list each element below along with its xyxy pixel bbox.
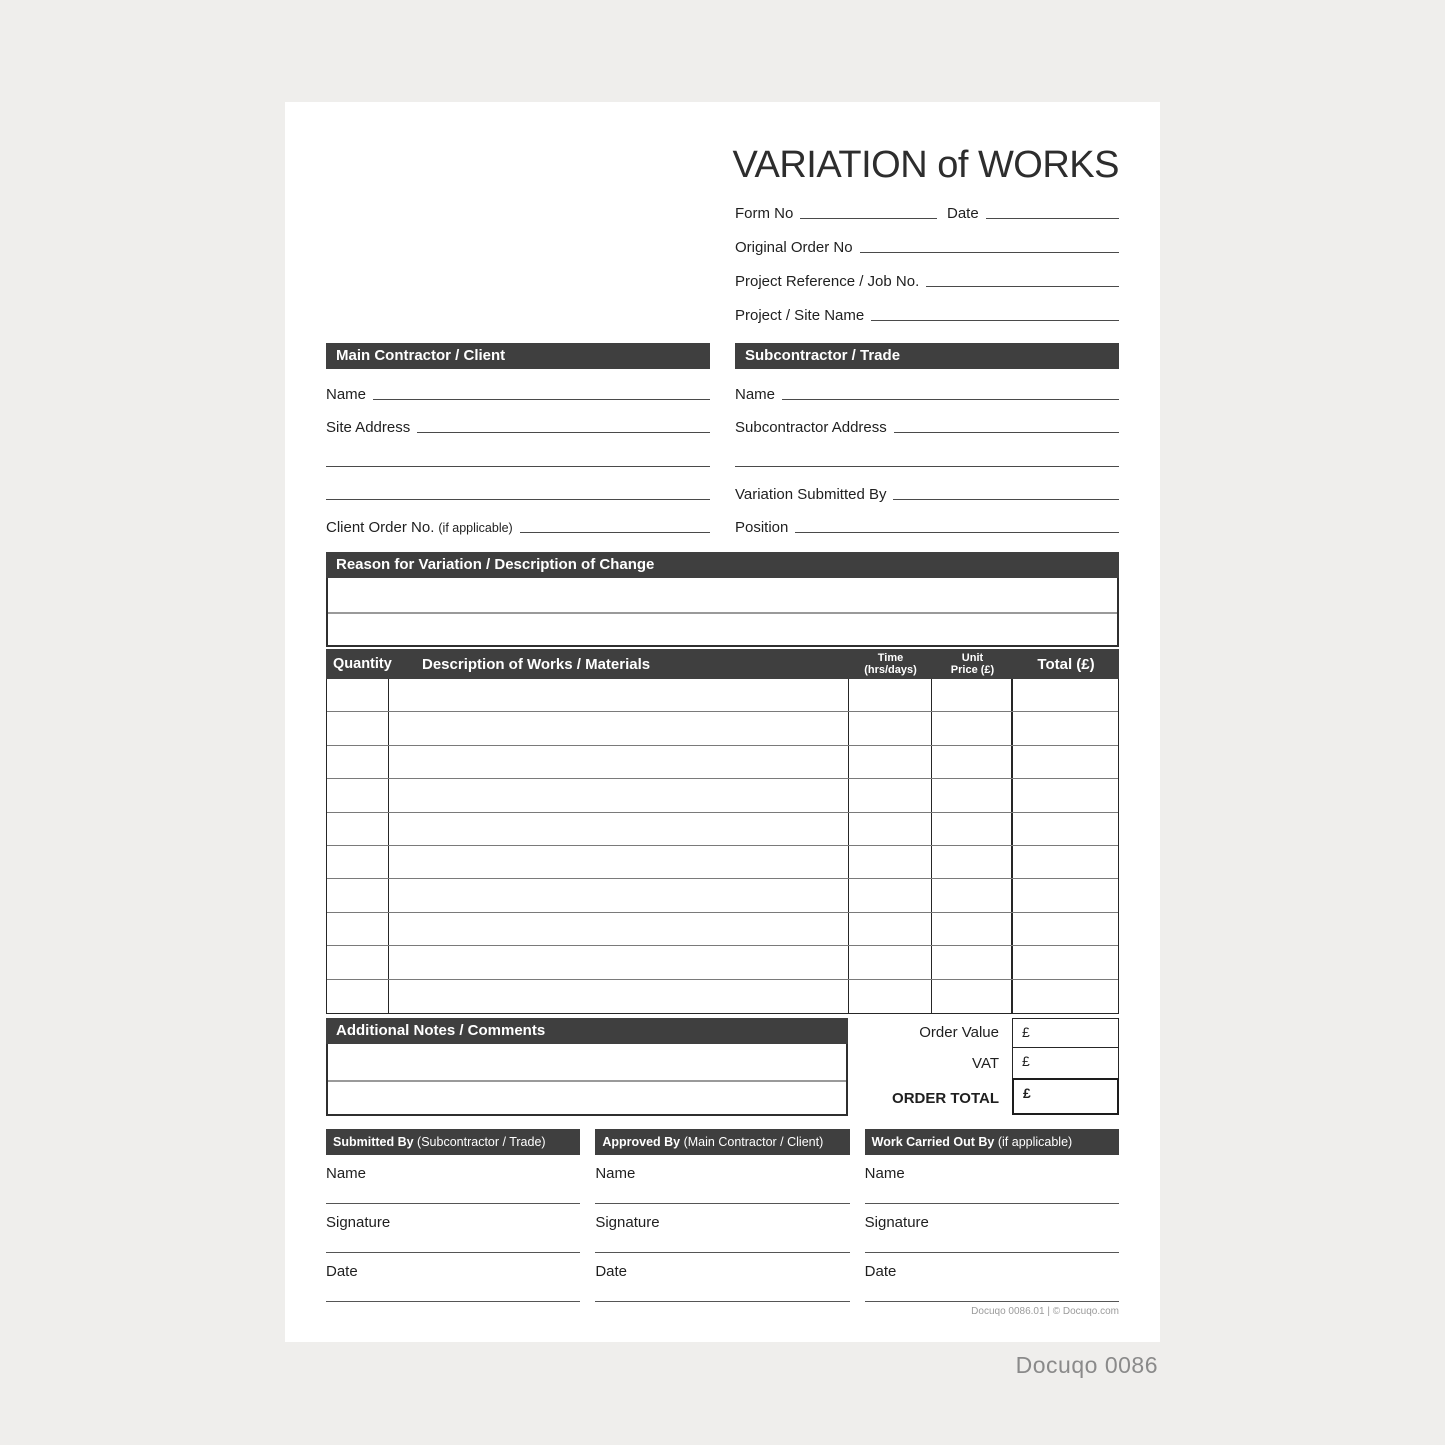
cell-quantity[interactable] — [327, 712, 389, 744]
client-order-label: Client Order No. — [326, 519, 435, 536]
submitted-date-block — [326, 1262, 580, 1302]
cell-total[interactable] — [1013, 946, 1118, 978]
reason-box — [326, 578, 1119, 647]
cell-time[interactable] — [849, 980, 932, 1013]
variation-submitted-field[interactable] — [893, 499, 1119, 500]
site-address-field-3[interactable] — [326, 499, 710, 500]
approved-by-column — [595, 1129, 849, 1302]
notes-header: Additional Notes / Comments — [326, 1018, 848, 1044]
cell-quantity[interactable] — [327, 679, 389, 711]
table-row — [327, 879, 1118, 912]
approved-name-field[interactable] — [595, 1203, 849, 1204]
approved-name-block — [595, 1164, 849, 1204]
submitted-signature-block — [326, 1213, 580, 1253]
approved-date-block — [595, 1262, 849, 1302]
totals-amounts — [1012, 1018, 1119, 1117]
table-row — [327, 712, 1118, 745]
submitted-signature-field[interactable] — [326, 1252, 580, 1253]
cell-unit-price[interactable] — [932, 846, 1013, 878]
client-order-field[interactable] — [520, 532, 710, 533]
contractor-name-label: Name — [326, 386, 367, 403]
col-header-total: Total (£) — [1037, 655, 1095, 673]
cell-description[interactable] — [389, 980, 849, 1013]
notes-box — [326, 1044, 848, 1116]
site-address-field-2[interactable] — [326, 466, 710, 467]
page-title: VARIATION of WORKS — [732, 144, 1119, 186]
col-header-unit-price: Unit Price (£) — [950, 652, 995, 676]
works-table-body — [326, 679, 1119, 1014]
cell-total[interactable] — [1013, 879, 1118, 911]
approved-date-field[interactable] — [595, 1301, 849, 1302]
cell-quantity[interactable] — [327, 946, 389, 978]
work-carried-out-column — [865, 1129, 1119, 1302]
form-no-label: Form No — [735, 205, 794, 222]
project-site-field[interactable] — [871, 320, 1119, 321]
signatures-section — [326, 1129, 1119, 1302]
cell-total[interactable] — [1013, 913, 1118, 945]
approved-by-header: Approved By (Main Contractor / Client) — [595, 1129, 849, 1155]
project-ref-row — [735, 258, 1119, 292]
project-ref-label: Project Reference / Job No. — [735, 273, 920, 290]
date-field[interactable] — [986, 218, 1119, 219]
submitted-date-field[interactable] — [326, 1301, 580, 1302]
main-contractor-section — [326, 343, 710, 538]
cell-total[interactable] — [1013, 679, 1118, 711]
cell-total[interactable] — [1013, 779, 1118, 811]
order-value-field[interactable]: £ — [1012, 1018, 1119, 1048]
submitted-name-block — [326, 1164, 580, 1204]
reason-section — [326, 552, 1119, 647]
contractor-name-field[interactable] — [373, 399, 710, 400]
cell-description[interactable] — [389, 679, 849, 711]
cell-quantity[interactable] — [327, 813, 389, 845]
carried-date-field[interactable] — [865, 1301, 1119, 1302]
date-label: Date — [947, 205, 979, 222]
client-order-note: (if applicable) — [438, 521, 513, 535]
site-address-label: Site Address — [326, 419, 411, 436]
notes-section — [326, 1018, 848, 1117]
cell-time[interactable] — [849, 712, 932, 744]
cell-total[interactable] — [1013, 746, 1118, 778]
subcontractor-name-field[interactable] — [782, 399, 1119, 400]
totals-section — [326, 1018, 1119, 1117]
work-carried-out-header: Work Carried Out By (if applicable) — [865, 1129, 1119, 1155]
subcontractor-address-label: Subcontractor Address — [735, 419, 887, 436]
cell-quantity[interactable] — [327, 779, 389, 811]
cell-time[interactable] — [849, 679, 932, 711]
cell-description[interactable] — [389, 779, 849, 811]
submitted-date-label: Date — [326, 1262, 358, 1280]
cell-description[interactable] — [389, 946, 849, 978]
subcontractor-name-label: Name — [735, 386, 776, 403]
cell-unit-price[interactable] — [932, 879, 1013, 911]
carried-name-field[interactable] — [865, 1203, 1119, 1204]
cell-quantity[interactable] — [327, 913, 389, 945]
table-row — [327, 946, 1118, 979]
cell-total[interactable] — [1013, 980, 1118, 1013]
site-address-row — [326, 405, 710, 438]
table-row — [327, 813, 1118, 846]
site-address-row-3 — [326, 472, 710, 505]
site-address-field[interactable] — [417, 432, 710, 433]
cell-time[interactable] — [849, 946, 932, 978]
cell-unit-price[interactable] — [932, 980, 1013, 1013]
position-label: Position — [735, 519, 789, 536]
subcontractor-address-row — [735, 405, 1119, 438]
table-row — [327, 913, 1118, 946]
original-order-label: Original Order No — [735, 239, 853, 256]
reason-field-line-2[interactable] — [328, 614, 1117, 645]
order-total-field[interactable]: £ — [1012, 1078, 1119, 1115]
notes-field-line-1[interactable] — [328, 1044, 846, 1082]
approved-signature-block — [595, 1213, 849, 1253]
subcontractor-name-row — [735, 372, 1119, 405]
cell-total[interactable] — [1013, 846, 1118, 878]
submitted-name-label: Name — [326, 1164, 367, 1182]
cell-unit-price[interactable] — [932, 813, 1013, 845]
variation-submitted-row — [735, 472, 1119, 505]
carried-date-label: Date — [864, 1262, 897, 1280]
form-no-field[interactable] — [800, 218, 937, 219]
form-no-date-row — [735, 190, 1119, 224]
carried-signature-field[interactable] — [865, 1252, 1119, 1253]
cell-quantity[interactable] — [327, 980, 389, 1013]
col-header-description: Description of Works / Materials — [422, 655, 651, 673]
cell-total[interactable] — [1013, 712, 1118, 744]
watermark-text: Docuqo 0086 — [1015, 1352, 1158, 1378]
contractor-name-row — [326, 372, 710, 405]
cell-description[interactable] — [389, 913, 849, 945]
subcontractor-header: Subcontractor / Trade — [735, 343, 1119, 369]
cell-time[interactable] — [849, 779, 932, 811]
cell-unit-price[interactable] — [932, 746, 1013, 778]
subcontractor-address-field-2[interactable] — [735, 466, 1119, 467]
table-row — [327, 980, 1118, 1013]
table-row — [327, 746, 1118, 779]
cell-unit-price[interactable] — [932, 679, 1013, 711]
cell-time[interactable] — [849, 813, 932, 845]
table-row — [327, 779, 1118, 812]
cell-unit-price[interactable] — [932, 712, 1013, 744]
col-header-quantity: Quantity — [333, 656, 392, 672]
variation-submitted-label: Variation Submitted By — [735, 486, 887, 503]
parties-section — [326, 343, 1119, 538]
project-site-row — [735, 292, 1119, 326]
cell-description[interactable] — [389, 813, 849, 845]
subcontractor-address-field[interactable] — [894, 432, 1119, 433]
position-row — [735, 505, 1119, 538]
carried-name-label: Name — [864, 1164, 905, 1182]
cell-unit-price[interactable] — [932, 913, 1013, 945]
cell-description[interactable] — [389, 846, 849, 878]
cell-time[interactable] — [849, 913, 932, 945]
table-row — [327, 679, 1118, 712]
approved-name-label: Name — [595, 1164, 636, 1182]
cell-quantity[interactable] — [327, 879, 389, 911]
cell-time[interactable] — [849, 746, 932, 778]
carried-signature-block — [865, 1213, 1119, 1253]
notes-field-line-2[interactable] — [328, 1082, 846, 1114]
submitted-name-field[interactable] — [326, 1203, 580, 1204]
reason-header: Reason for Variation / Description of Change — [326, 552, 1119, 578]
carried-date-block — [865, 1262, 1119, 1302]
cell-time[interactable] — [849, 846, 932, 878]
approved-date-label: Date — [595, 1262, 628, 1280]
cell-unit-price[interactable] — [932, 946, 1013, 978]
cell-description[interactable] — [389, 712, 849, 744]
reason-field-line-1[interactable] — [328, 578, 1117, 614]
main-contractor-header: Main Contractor / Client — [326, 343, 710, 369]
order-value-label: Order Value — [919, 1024, 999, 1042]
vat-field[interactable]: £ — [1012, 1047, 1119, 1079]
approved-signature-label: Signature — [595, 1213, 660, 1231]
position-field[interactable] — [795, 532, 1119, 533]
original-order-field[interactable] — [860, 252, 1119, 253]
form-page — [285, 102, 1160, 1342]
submitted-by-header: Submitted By (Subcontractor / Trade) — [326, 1129, 580, 1155]
works-table-header — [326, 649, 1119, 679]
cell-unit-price[interactable] — [932, 779, 1013, 811]
col-header-time: Time (hrs/days) — [864, 652, 917, 676]
table-row — [327, 846, 1118, 879]
meta-fields — [735, 190, 1119, 326]
original-order-row — [735, 224, 1119, 258]
carried-signature-label: Signature — [864, 1213, 929, 1231]
vat-label: VAT — [972, 1055, 999, 1073]
submitted-by-column — [326, 1129, 580, 1302]
client-order-row — [326, 505, 710, 538]
site-address-row-2 — [326, 438, 710, 472]
project-site-label: Project / Site Name — [735, 307, 865, 324]
submitted-signature-label: Signature — [326, 1213, 391, 1231]
subcontractor-section — [735, 343, 1119, 538]
cell-time[interactable] — [849, 879, 932, 911]
approved-signature-field[interactable] — [595, 1252, 849, 1253]
cell-quantity[interactable] — [327, 746, 389, 778]
cell-description[interactable] — [389, 746, 849, 778]
project-ref-field[interactable] — [926, 286, 1119, 287]
works-table — [326, 649, 1119, 1014]
cell-quantity[interactable] — [327, 846, 389, 878]
totals-labels — [848, 1018, 1012, 1117]
order-total-label: ORDER TOTAL — [892, 1089, 999, 1107]
subcontractor-address-row-2 — [735, 438, 1119, 472]
document-reference: Docuqo 0086.01 | © Docuqo.com — [971, 1305, 1119, 1317]
carried-name-block — [865, 1164, 1119, 1204]
cell-description[interactable] — [389, 879, 849, 911]
cell-total[interactable] — [1013, 813, 1118, 845]
